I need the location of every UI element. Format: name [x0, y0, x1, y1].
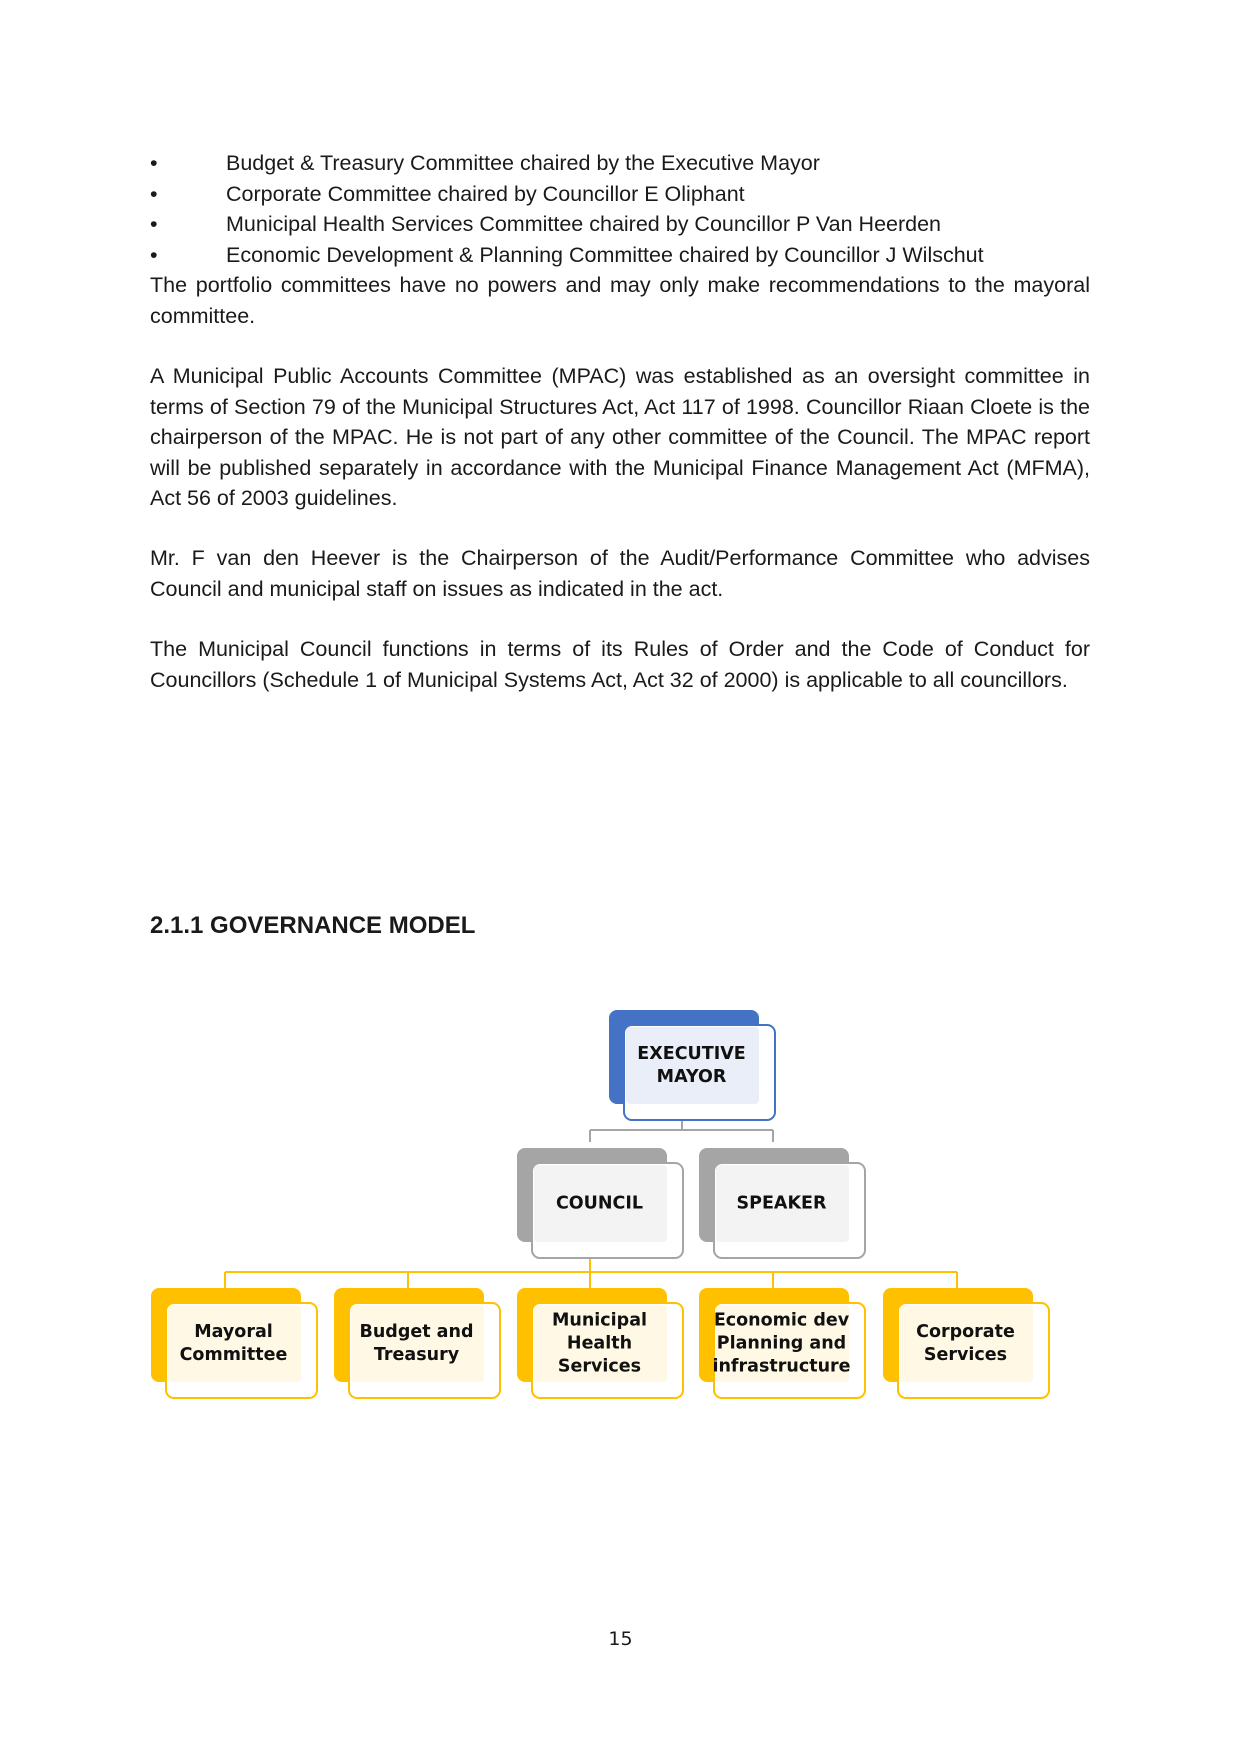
box-corporate-services-label: Corporate [916, 1322, 1015, 1342]
box-municipal-health-label: Municipal [551, 1310, 648, 1331]
box-municipal-health-label: Health [566, 1333, 633, 1354]
page-number: 15 [608, 1628, 633, 1650]
section-heading: 2.1.1 GOVERNANCE MODEL [150, 912, 476, 939]
box-economic-dev-label: Planning and [716, 1333, 847, 1354]
bullet-item: • Budget & Treasury Committee chaired by the Executive Mayor [150, 148, 1090, 179]
box-executive-mayor-label: EXECUTIVE [637, 1044, 746, 1064]
box-mayoral-committee-label: Committee [179, 1345, 288, 1365]
box-executive-mayor-label: MAYOR [656, 1067, 727, 1087]
box-corporate-services-label: Services [923, 1345, 1008, 1365]
box-budget-treasury-panel [351, 1305, 484, 1382]
box-economic-dev-label: Economic dev [713, 1310, 850, 1331]
bullet-symbol: • [150, 242, 158, 267]
paragraph-mpac: A Municipal Public Accounts Committee (MPAC) was established as an oversight committee in terms of Section 79 of the Municipal Structures Act, Act 117 of 1998. Councillor Riaan Cloete is the chairperson of the MPAC. He is not part of any other committee of the Council. The MPAC report will be published separately in accordance with the Municipal Finance Management Act (MFMA), Act 56 of 2003 guidelines. [150, 364, 1090, 510]
box-budget-treasury-label: Budget and [359, 1322, 474, 1342]
box-executive-mayor-panel [626, 1027, 759, 1104]
paragraph-audit-committee: Mr. F van den Heever is the Chairperson of the Audit/Performance Committee who advises Council and municipal staff on issues as indicated in the act. [150, 546, 1090, 601]
bullet-item: • Municipal Health Services Committee chaired by Councillor P Van Heerden [150, 209, 1090, 240]
box-mayoral-committee-label: Mayoral [194, 1322, 273, 1342]
box-speaker-label: SPEAKER [736, 1193, 827, 1214]
bullet-symbol: • [150, 212, 158, 236]
box-corporate-services-panel [900, 1305, 1033, 1382]
box-mayoral-committee-panel [168, 1305, 301, 1382]
box-municipal-health-label: Services [557, 1356, 642, 1377]
paragraph-portfolio-committees: The portfolio committees have no powers and may only make recommendations to the mayoral committee. [150, 273, 1090, 328]
bullet-item: • Economic Development & Planning Committee chaired by Councillor J Wilschut [150, 240, 1090, 271]
paragraph-rules-of-order: The Municipal Council functions in terms of its Rules of Order and the Code of Conduct for Councillors (Schedule 1 of Municipal Systems Act, Act 32 of 2000) is applicable to all councillors. [150, 637, 1090, 692]
bullet-symbol: • [150, 181, 158, 206]
box-budget-treasury-label: Treasury [373, 1345, 460, 1365]
box-council-label: COUNCIL [555, 1193, 644, 1214]
bullet-symbol: • [150, 151, 158, 175]
bullet-item: • Corporate Committee chaired by Councillor E Oliphant [150, 179, 1090, 210]
box-economic-dev-label: infrastructure [712, 1356, 851, 1377]
